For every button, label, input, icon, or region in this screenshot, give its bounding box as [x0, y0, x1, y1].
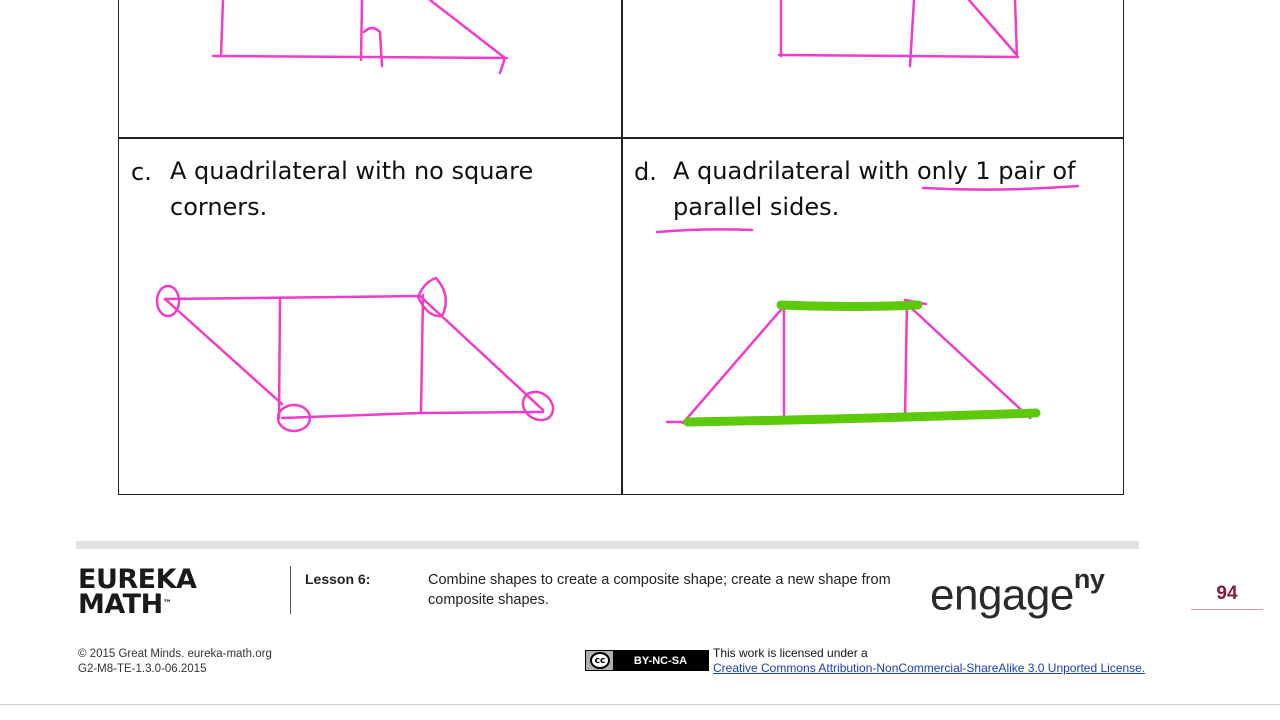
footer-separator — [290, 566, 291, 614]
cell-c-prompt-line2: corners. — [170, 193, 268, 221]
cell-d-prompt-prefix: A quadrilateral with — [673, 157, 917, 185]
cc-terms: BY-NC-SA — [613, 651, 708, 670]
cell-d-letter: d. — [634, 158, 657, 186]
eureka-math-logo — [78, 564, 197, 620]
logo-line2 — [78, 589, 196, 620]
cell-c-letter: c. — [131, 158, 152, 186]
cell-d-prompt-underlined: only 1 pair of — [916, 157, 1076, 185]
copyright-line2: G2-M8-TE-1.3.0-06.2015 — [78, 663, 207, 675]
cell-c-prompt-line1: A quadrilateral with no square — [170, 157, 534, 185]
logo-line2-text: MATH — [78, 589, 163, 620]
cell-d-prompt-line2: parallel sides. — [673, 193, 840, 221]
parallelogram-drawing — [157, 278, 559, 431]
prompt-underlines — [657, 186, 1078, 232]
license-text: This work is licensed under a — [713, 646, 868, 660]
engage-ny: ny — [1073, 564, 1105, 594]
logo-line1: EUREKA — [78, 564, 197, 595]
copyright — [78, 647, 272, 677]
page-bottom-rule — [0, 704, 1280, 705]
lesson-label: Lesson 6: — [305, 571, 371, 587]
parallel-side-top-highlight — [781, 305, 918, 307]
footer-divider — [76, 541, 1139, 549]
page-number: 94 — [1216, 583, 1238, 604]
logo-tm: ™ — [162, 599, 172, 609]
cc-license-badge[interactable] — [585, 650, 709, 671]
copyright-line1: © 2015 Great Minds. eureka-math.org — [78, 648, 272, 660]
cc-icon: cc — [590, 652, 610, 669]
page-number-rule — [1191, 609, 1263, 610]
lesson-description: Combine shapes to create a composite shape; create a new shape from composite shapes. — [428, 572, 891, 608]
engageny-logo — [930, 564, 1105, 621]
engage-text: engage — [930, 570, 1074, 620]
parallel-side-bottom-highlight — [688, 413, 1036, 422]
top-left-drawing — [213, 0, 507, 73]
license-link[interactable]: Creative Commons Attribution-NonCommercial-ShareAlike 3.0 Unported License. — [713, 661, 1146, 675]
top-right-drawing — [779, 0, 1018, 66]
trapezoid-drawing — [667, 300, 1036, 423]
